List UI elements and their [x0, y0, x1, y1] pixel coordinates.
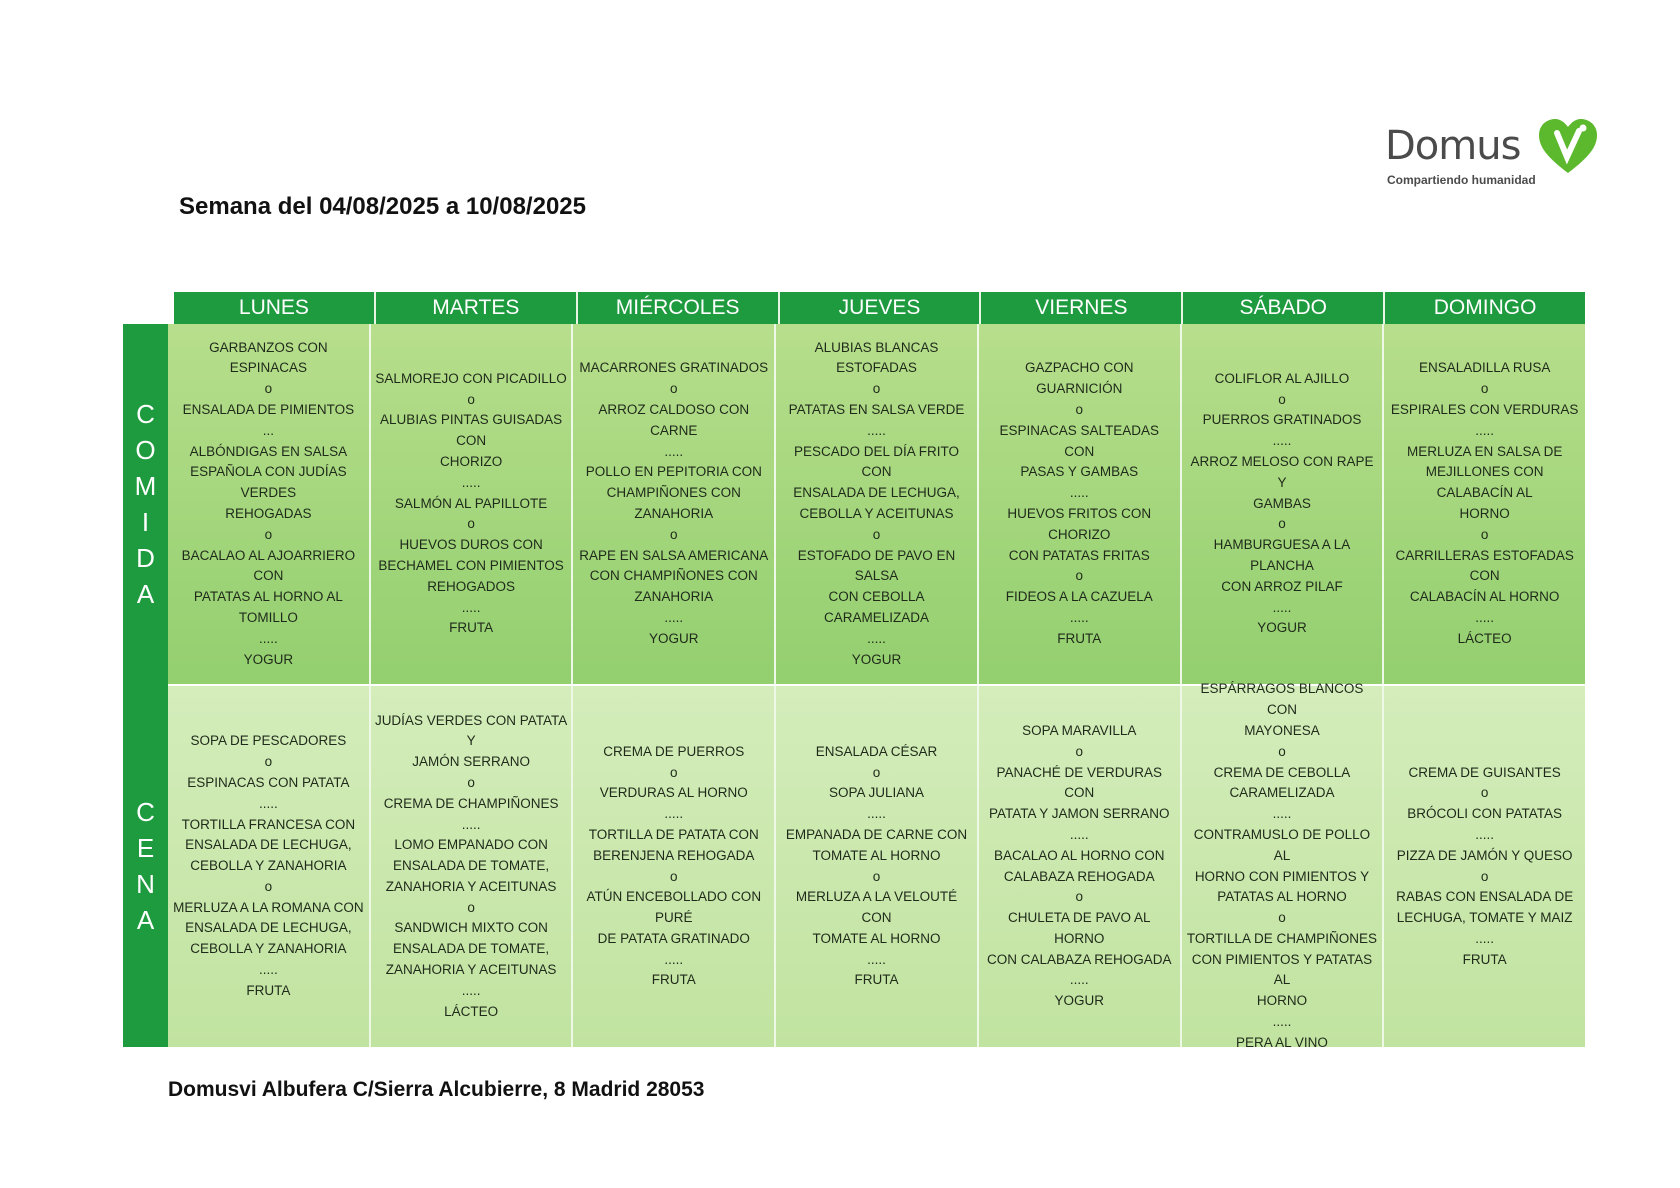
- menu-line: .....: [664, 609, 684, 625]
- comida-cell-martes: [371, 324, 574, 684]
- comida-cell-lunes: [168, 324, 371, 684]
- menu-line: ENSALADA DE PIMIENTOS: [182, 402, 355, 418]
- menu-line: FRUTA: [1462, 951, 1507, 967]
- menu-line: LÁCTEO: [444, 1003, 499, 1019]
- menu-line: EMPANADA DE CARNE CON: [785, 826, 968, 842]
- day-header-lunes: LUNES: [174, 292, 376, 324]
- menu-line: TOMATE AL HORNO: [812, 930, 941, 946]
- weekly-menu-table: [123, 292, 1585, 1050]
- comida-letter: C: [136, 399, 155, 429]
- cena-letter: N: [136, 868, 155, 899]
- menu-line: CON CHAMPIÑONES CON: [589, 568, 758, 584]
- menu-line: CREMA DE GUISANTES: [1408, 764, 1561, 780]
- menu-line: YOGUR: [1257, 620, 1307, 636]
- menu-line: PATATAS EN SALSA VERDE: [788, 402, 965, 418]
- heart-icon: [1537, 117, 1599, 177]
- menu-line: PERA AL VINO: [1236, 1034, 1328, 1050]
- menu-line: .....: [1272, 599, 1292, 615]
- cena-letter: E: [136, 832, 155, 863]
- menu-line: DE PATATA GRATINADO: [597, 930, 750, 946]
- menu-line: HAMBURGUESA A LA PLANCHA: [1213, 537, 1351, 573]
- menu-line: CEBOLLA Y ZANAHORIA: [190, 858, 347, 874]
- menu-line: TORTILLA DE PATATA CON: [588, 826, 759, 842]
- menu-line: POLLO EN PEPITORIA CON: [585, 464, 762, 480]
- menu-line: ENSALADA DE LECHUGA,: [793, 485, 960, 501]
- menu-line: ESPAÑOLA CON JUDÍAS VERDES: [190, 464, 347, 501]
- menu-line: YOGUR: [649, 630, 699, 646]
- menu-line: SOPA MARAVILLA: [1022, 722, 1137, 738]
- menu-line: BERENJENA REHOGADA: [593, 847, 755, 863]
- menu-line: .....: [461, 474, 481, 490]
- menu-line: BECHAMEL CON PIMIENTOS: [378, 557, 564, 573]
- menu-line: HORNO: [1459, 506, 1510, 521]
- menu-line: FRUTA: [246, 982, 291, 998]
- menu-line: FRUTA: [854, 972, 899, 988]
- menu-line: CREMA DE PUERROS: [603, 743, 745, 759]
- comida-cell-jueves: [776, 324, 979, 684]
- menu-line: ENSALADA DE TOMATE,: [393, 858, 550, 874]
- menu-line: HORNO: [1256, 993, 1308, 1009]
- menu-line: ESPÁRRAGOS BLANCOS CON: [1200, 681, 1364, 718]
- menu-line: ZANAHORIA: [634, 589, 714, 605]
- menu-line: o: [1278, 391, 1286, 407]
- menu-line: PATATAS AL HORNO: [1217, 889, 1347, 905]
- menu-line: CEBOLLA Y ACEITUNAS: [799, 506, 954, 521]
- menu-line: YOGUR: [1054, 993, 1104, 1009]
- menu-line: ENSALADA DE LECHUGA,: [185, 920, 352, 936]
- menu-line: MERLUZA A LA VELOUTÉ CON: [795, 889, 958, 926]
- menu-line: .....: [664, 806, 684, 822]
- cena-letter: C: [136, 796, 155, 827]
- menu-line: .....: [461, 982, 481, 998]
- menu-line: RABAS CON ENSALADA DE: [1396, 889, 1574, 905]
- menu-line: o: [872, 868, 881, 884]
- menu-line: ESTOFADO DE PAVO EN SALSA: [797, 547, 956, 584]
- menu-line: GAZPACHO CON GUARNICIÓN: [1024, 360, 1134, 397]
- menu-line: SALMOREJO CON PICADILLO: [375, 370, 567, 386]
- menu-line: CARAMELIZADA: [1229, 785, 1335, 801]
- menu-line: PUERROS GRATINADOS: [1202, 412, 1362, 428]
- menu-line: LECHUGA, TOMATE Y MAIZ: [1396, 910, 1573, 926]
- menu-line: TORTILLA FRANCESA CON: [181, 816, 356, 832]
- menu-line: PESCADO DEL DÍA FRITO CON: [793, 443, 960, 480]
- cena-cell-martes: [371, 686, 574, 1047]
- comida-cell-viernes: [979, 324, 1182, 684]
- comida-cell-sabado: [1182, 324, 1385, 684]
- menu-line: GARBANZOS CON ESPINACAS: [209, 339, 328, 376]
- menu-line: .....: [1475, 609, 1495, 625]
- menu-line: CHULETA DE PAVO AL HORNO: [1007, 910, 1151, 946]
- menu-line: PANACHÉ DE VERDURAS CON: [996, 764, 1162, 801]
- comida-row: [168, 324, 1585, 684]
- menu-line: TOMILLO: [238, 609, 298, 625]
- domusvi-logo: [1385, 115, 1605, 195]
- day-header-sabado: SÁBADO: [1183, 292, 1385, 324]
- menu-line: ZANAHORIA Y ACEITUNAS: [385, 962, 557, 978]
- menu-line: ...: [262, 422, 274, 438]
- menu-line: RAPE EN SALSA AMERICANA: [579, 547, 769, 563]
- menu-line: MERLUZA EN SALSA DE: [1407, 443, 1563, 459]
- menu-line: .....: [1475, 930, 1495, 946]
- menu-line: ARROZ MELOSO CON RAPE Y: [1190, 454, 1374, 490]
- menu-line: ALUBIAS BLANCAS ESTOFADAS: [814, 339, 939, 376]
- comida-letter: D: [136, 543, 155, 573]
- menu-line: COLIFLOR AL AJILLO: [1214, 370, 1350, 386]
- menu-line: TORTILLA DE CHAMPIÑONES: [1186, 930, 1377, 946]
- menu-line: CREMA DE CHAMPIÑONES: [383, 795, 559, 811]
- menu-line: o: [467, 774, 475, 790]
- cena-cell-domingo: [1384, 686, 1585, 1047]
- menu-line: .....: [664, 951, 684, 967]
- menu-line: .....: [1272, 1014, 1292, 1030]
- logo-tagline: Compartiendo humanidad: [1387, 173, 1536, 187]
- menu-line: MACARRONES GRATINADOS: [579, 360, 769, 376]
- menu-line: ENSALADA DE LECHUGA,: [185, 837, 352, 853]
- menu-line: BRÓCOLI CON PATATAS: [1407, 806, 1563, 822]
- comida-label: [123, 324, 168, 684]
- menu-line: ATÚN ENCEBOLLADO CON PURÉ: [586, 889, 762, 926]
- menu-line: .....: [461, 599, 481, 615]
- menu-line: FRUTA: [1057, 630, 1102, 646]
- comida-letter: A: [136, 579, 155, 609]
- menu-line: ARROZ CALDOSO CON CARNE: [598, 402, 750, 438]
- menu-line: o: [1075, 568, 1083, 584]
- menu-line: JAMÓN SERRANO: [412, 754, 530, 770]
- cena-letter: A: [136, 904, 155, 935]
- days-header: [174, 292, 1585, 324]
- menu-line: o: [1075, 743, 1083, 759]
- menu-line: CON CEBOLLA CARAMELIZADA: [824, 589, 930, 625]
- menu-line: .....: [1475, 826, 1495, 842]
- menu-line: .....: [1069, 972, 1089, 988]
- menu-line: o: [264, 381, 273, 397]
- menu-line: CON PATATAS FRITAS: [1008, 547, 1150, 563]
- logo-wordmark: Domus: [1385, 123, 1521, 169]
- menu-line: MEJILLONES CON CALABACÍN AL: [1425, 464, 1544, 501]
- comida-letter: I: [141, 507, 150, 537]
- menu-line: CEBOLLA Y ZANAHORIA: [190, 941, 347, 957]
- menu-line: CALABACÍN AL HORNO: [1409, 589, 1560, 605]
- menu-line: o: [1480, 868, 1489, 884]
- cena-cell-viernes: [979, 686, 1182, 1047]
- menu-line: ESPIRALES CON VERDURAS: [1390, 402, 1579, 418]
- menu-line: VERDURAS AL HORNO: [599, 785, 748, 801]
- menu-line: o: [872, 381, 881, 397]
- menu-line: .....: [1069, 485, 1089, 501]
- menu-line: o: [1480, 526, 1489, 542]
- menu-line: o: [670, 868, 678, 884]
- day-header-jueves: JUEVES: [780, 292, 982, 324]
- menu-line: o: [467, 899, 475, 915]
- menu-line: GAMBAS: [1253, 495, 1311, 511]
- menu-line: .....: [1069, 826, 1089, 842]
- menu-line: ZANAHORIA Y ACEITUNAS: [385, 878, 557, 894]
- day-header-martes: MARTES: [376, 292, 578, 324]
- cena-cell-jueves: [776, 686, 979, 1047]
- menu-line: o: [264, 526, 273, 542]
- menu-line: .....: [1069, 609, 1089, 625]
- menu-line: .....: [1272, 806, 1292, 822]
- comida-letter: M: [134, 471, 157, 501]
- menu-line: PASAS Y GAMBAS: [1020, 464, 1139, 480]
- menu-line: JUDÍAS VERDES CON PATATA Y: [374, 712, 568, 749]
- menu-line: .....: [461, 816, 481, 832]
- cena-cell-lunes: [168, 686, 371, 1047]
- cena-cell-miercoles: [573, 686, 776, 1047]
- menu-line: PIZZA DE JAMÓN Y QUESO: [1396, 847, 1573, 863]
- menu-line: BACALAO AL HORNO CON: [993, 847, 1165, 863]
- comida-letter: O: [135, 435, 156, 465]
- menu-line: o: [1480, 785, 1489, 801]
- menu-line: o: [1075, 889, 1083, 905]
- menu-line: LÁCTEO: [1457, 630, 1512, 646]
- menu-line: ESPINACAS CON PATATA: [187, 774, 350, 790]
- menu-line: FIDEOS A LA CAZUELA: [1005, 589, 1153, 605]
- menu-line: FRUTA: [449, 620, 494, 636]
- menu-line: .....: [258, 795, 278, 811]
- menu-line: o: [264, 754, 273, 770]
- menu-line: .....: [1272, 433, 1292, 449]
- menu-line: ZANAHORIA: [634, 506, 714, 521]
- menu-line: ALUBIAS PINTAS GUISADAS CON: [380, 412, 563, 449]
- cena-row: [168, 681, 1585, 1050]
- cena-cell-sabado: [1182, 681, 1385, 1050]
- day-header-miercoles: MIÉRCOLES: [578, 292, 780, 324]
- menu-line: CON CALABAZA REHOGADA: [986, 951, 1172, 967]
- comida-cell-miercoles: [573, 324, 776, 684]
- menu-line: HUEVOS DUROS CON: [399, 537, 543, 553]
- menu-line: .....: [258, 630, 278, 646]
- menu-line: .....: [258, 962, 278, 978]
- menu-line: o: [670, 381, 678, 397]
- menu-line: ENSALADA DE TOMATE,: [393, 941, 550, 957]
- menu-line: o: [670, 526, 678, 542]
- menu-line: MAYONESA: [1244, 722, 1320, 738]
- menu-line: ENSALADILLA RUSA: [1419, 360, 1551, 376]
- menu-line: .....: [1475, 422, 1495, 438]
- menu-line: CON ARROZ PILAF: [1221, 578, 1343, 594]
- menu-line: .....: [664, 443, 684, 459]
- comida-cell-domingo: [1384, 324, 1585, 684]
- menu-line: o: [264, 878, 273, 894]
- menu-line: CHORIZO: [439, 454, 503, 469]
- menu-line: o: [1278, 743, 1286, 759]
- menu-line: SOPA JULIANA: [828, 785, 925, 801]
- menu-line: o: [1278, 910, 1286, 926]
- menu-line: SALMÓN AL PAPILLOTE: [394, 495, 548, 511]
- menu-line: .....: [867, 951, 886, 967]
- menu-line: REHOGADAS: [225, 506, 312, 521]
- menu-line: CREMA DE CEBOLLA: [1213, 764, 1351, 780]
- menu-line: o: [467, 516, 475, 532]
- menu-line: LOMO EMPANADO CON: [394, 837, 548, 853]
- menu-line: YOGUR: [243, 651, 294, 667]
- menu-line: FRUTA: [651, 972, 696, 988]
- menu-line: CON PIMIENTOS Y PATATAS AL: [1191, 951, 1373, 988]
- day-header-domingo: DOMINGO: [1385, 292, 1585, 324]
- menu-line: CONTRAMUSLO DE POLLO AL: [1193, 826, 1371, 863]
- menu-line: HUEVOS FRITOS CON CHORIZO: [1007, 506, 1152, 542]
- menu-line: o: [872, 764, 881, 780]
- menu-line: .....: [867, 422, 886, 438]
- menu-line: PATATA Y JAMON SERRANO: [988, 806, 1170, 822]
- menu-line: PATATAS AL HORNO AL: [193, 589, 343, 605]
- day-header-viernes: VIERNES: [981, 292, 1183, 324]
- menu-line: o: [670, 764, 678, 780]
- menu-line: CALABAZA REHOGADA: [1003, 868, 1155, 884]
- cena-label: [123, 684, 168, 1047]
- footer-address: Domusvi Albufera C/Sierra Alcubierre, 8 Madrid 28053: [168, 1078, 705, 1101]
- menu-line: o: [1480, 381, 1489, 397]
- menu-line: SANDWICH MIXTO CON: [394, 920, 548, 936]
- menu-line: o: [467, 391, 475, 407]
- menu-line: o: [1075, 402, 1083, 418]
- menu-line: ALBÓNDIGAS EN SALSA: [189, 443, 348, 459]
- menu-line: TOMATE AL HORNO: [812, 847, 941, 863]
- menu-line: ESPINACAS SALTEADAS CON: [999, 422, 1160, 459]
- menu-line: .....: [867, 806, 886, 822]
- week-title: Semana del 04/08/2025 a 10/08/2025: [179, 193, 586, 220]
- menu-line: YOGUR: [851, 651, 902, 667]
- menu-line: SOPA DE PESCADORES: [190, 733, 347, 749]
- menu-line: o: [1278, 516, 1286, 532]
- menu-line: BACALAO AL AJOARRIERO CON: [181, 547, 356, 584]
- menu-line: CARRILLERAS ESTOFADAS CON: [1395, 547, 1574, 584]
- menu-line: REHOGADOS: [427, 578, 515, 594]
- menu-line: HORNO CON PIMIENTOS Y: [1194, 868, 1370, 884]
- menu-line: ENSALADA CÉSAR: [815, 743, 938, 759]
- menu-line: o: [872, 526, 881, 542]
- menu-line: .....: [867, 630, 886, 646]
- menu-line: CHAMPIÑONES CON: [606, 485, 741, 501]
- menu-line: MERLUZA A LA ROMANA CON: [173, 899, 364, 915]
